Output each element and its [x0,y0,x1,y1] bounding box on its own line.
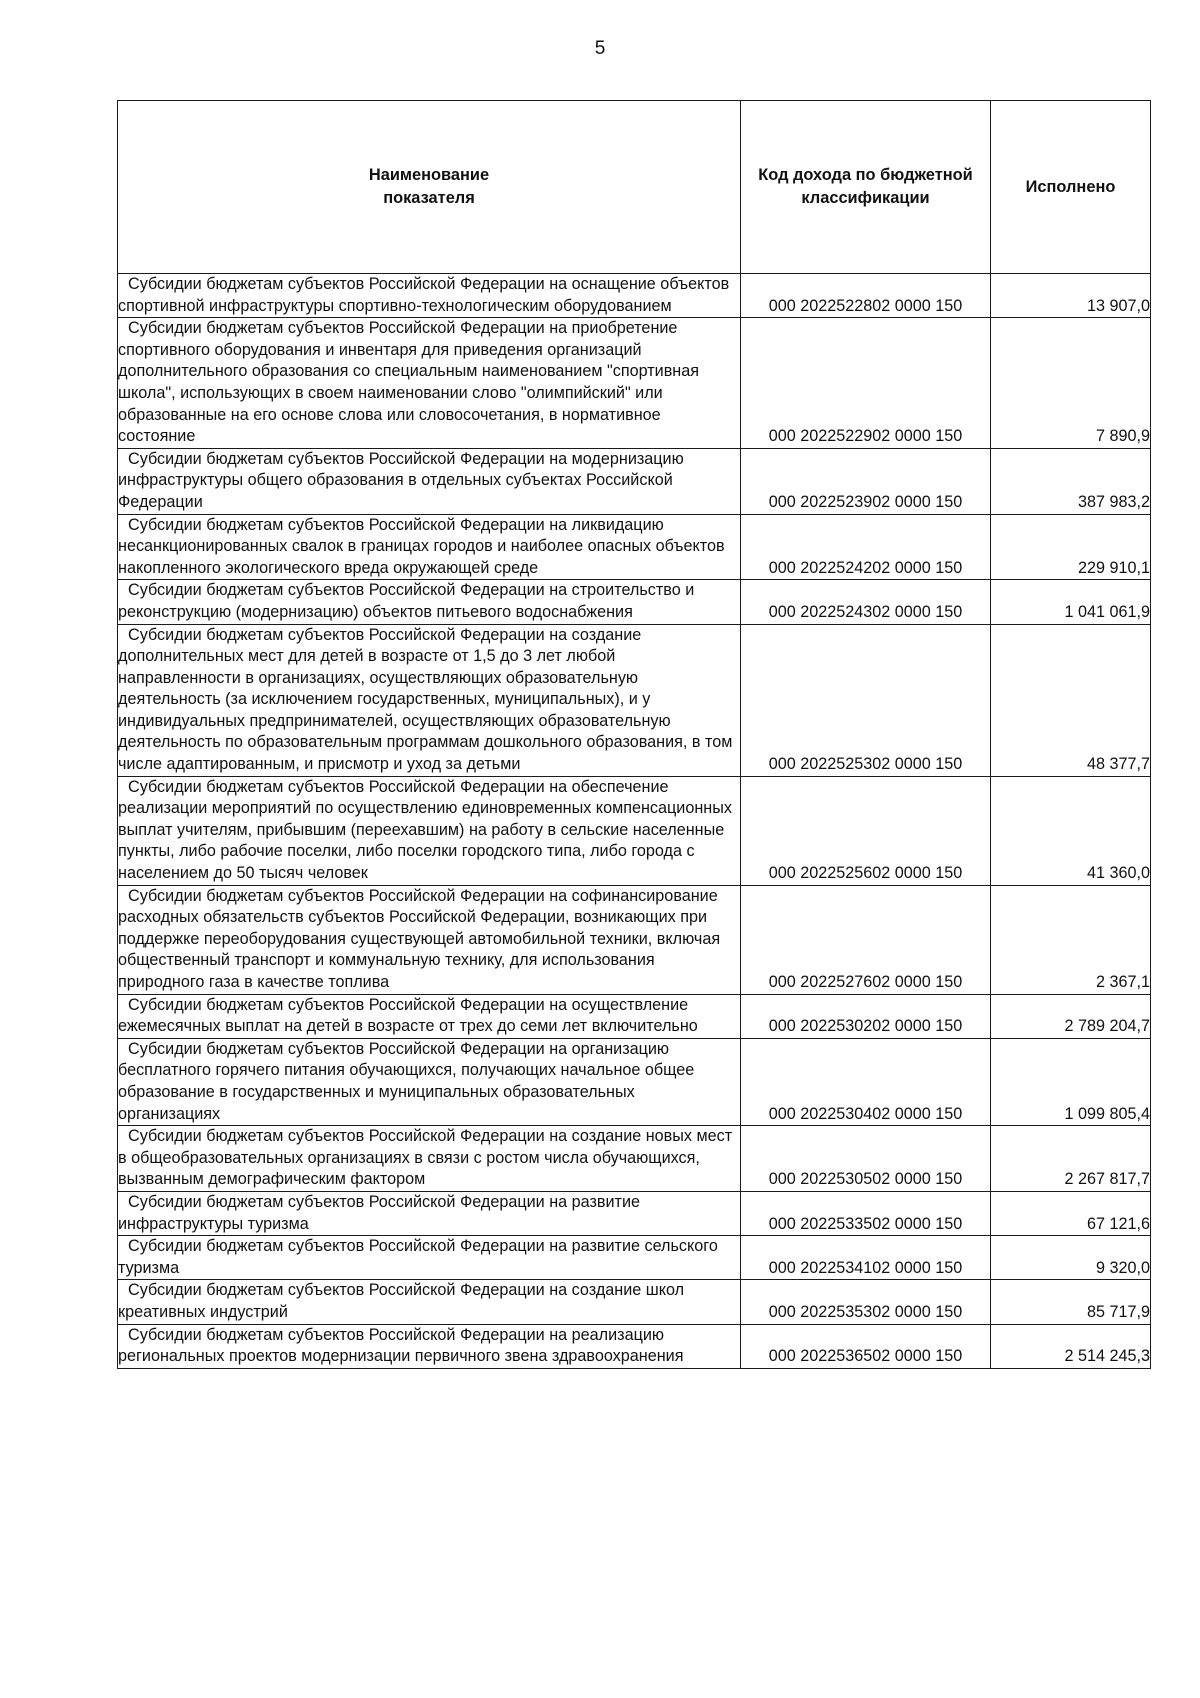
indicator-name: Субсидии бюджетам субъектов Российской Федерации на реализацию региональных проектов модернизации первичного звена здравоохранения [118,1325,684,1366]
revenue-code: 000 2022524302 0000 150 [741,580,991,624]
table-body [118,274,1151,1369]
executed-amount: 2 367,1 [991,885,1151,994]
indicator-name-cell [118,1126,741,1192]
indicator-name: Субсидии бюджетам субъектов Российской Федерации на модернизацию инфраструктуры общего образования в отдельных субъектах Российской Федерации [118,449,684,511]
indicator-name: Субсидии бюджетам субъектов Российской Федерации на софинансирование расходных обязательств субъектов Российской Федерации, возникающих при поддержке переоборудования существующей автомобильной техники, включая общественный транспорт и коммунальную технику, для использования природного газа в качестве топлива [118,886,721,991]
executed-amount: 2 514 245,3 [991,1324,1151,1368]
indicator-name: Субсидии бюджетам субъектов Российской Федерации на ликвидацию несанкционированных свалок в границах городов и наиболее опасных объектов накопленного экологического вреда окружающей среде [118,515,725,577]
page-number: 5 [594,38,606,59]
table-row [118,448,1151,514]
header-executed-text: Исполнено [1025,177,1116,196]
indicator-name-cell [118,624,741,776]
executed-amount: 1 099 805,4 [991,1038,1151,1125]
indicator-name-cell [118,1191,741,1235]
revenue-code: 000 2022525302 0000 150 [741,624,991,776]
indicator-name: Субсидии бюджетам субъектов Российской Федерации на создание новых мест в общеобразовательных организациях в связи с ростом числа обучающихся, вызванным демографическим фактором [118,1127,733,1189]
revenue-code: 000 2022530402 0000 150 [741,1038,991,1125]
revenue-code: 000 2022522902 0000 150 [741,318,991,449]
executed-amount: 7 890,9 [991,318,1151,449]
table-row [118,994,1151,1038]
executed-amount: 13 907,0 [991,274,1151,318]
table-row [118,1236,1151,1280]
executed-amount: 85 717,9 [991,1280,1151,1324]
indicator-name: Субсидии бюджетам субъектов Российской Федерации на обеспечение реализации мероприятий по осуществлению единовременных компенсационных выплат учителям, прибывшим (переехавшим) на работу в сельские населенные пункты, либо рабочие поселки, либо поселки городского типа, либо города с населением до 50 тысяч человек [118,777,732,883]
indicator-name: Субсидии бюджетам субъектов Российской Федерации на осуществление ежемесячных выплат на детей в возрасте от трех до семи лет включительно [118,995,698,1036]
table-row [118,885,1151,994]
header-indicator-name [118,101,741,274]
indicator-name-cell [118,448,741,514]
indicator-name-cell [118,885,741,994]
header-row [118,101,1151,274]
executed-amount: 1 041 061,9 [991,580,1151,624]
header-executed [991,101,1151,274]
indicator-name-cell [118,1236,741,1280]
indicator-name: Субсидии бюджетам субъектов Российской Федерации на организацию бесплатного горячего питания обучающихся, получающих начальное общее образование в государственных и муниципальных образовательных организациях [118,1039,695,1123]
revenue-code: 000 2022530202 0000 150 [741,994,991,1038]
table-row [118,1038,1151,1125]
header-revenue-code [741,101,991,274]
indicator-name: Субсидии бюджетам субъектов Российской Федерации на создание дополнительных мест для детей в возрасте от 1,5 до 3 лет любой направленности в организациях, осуществляющих образовательную деятельность (за исключением государственных, муниципальных), и у индивидуальных предпринимателей, осуществляющих образовательную деятельность по образовательным программам дошкольного образования, в том числе адаптированным, и присмотр и уход за детьми [118,625,733,774]
indicator-name: Субсидии бюджетам субъектов Российской Федерации на развитие инфраструктуры туризма [118,1192,640,1233]
executed-amount: 229 910,1 [991,514,1151,580]
executed-amount: 48 377,7 [991,624,1151,776]
table-header [118,101,1151,274]
executed-amount: 67 121,6 [991,1191,1151,1235]
table-row [118,1280,1151,1324]
executed-amount: 2 789 204,7 [991,994,1151,1038]
header-revenue-code-text: Код дохода по бюджетной классификации [758,166,973,207]
revenue-code: 000 2022533502 0000 150 [741,1191,991,1235]
revenue-code: 000 2022525602 0000 150 [741,776,991,885]
table-row [118,1324,1151,1368]
table-row [118,318,1151,449]
revenue-code: 000 2022522802 0000 150 [741,274,991,318]
revenue-code: 000 2022534102 0000 150 [741,1236,991,1280]
indicator-name-cell [118,580,741,624]
indicator-name: Субсидии бюджетам субъектов Российской Федерации на оснащение объектов спортивной инфраструктуры спортивно-технологическим оборудованием [118,275,730,315]
revenue-code: 000 2022530502 0000 150 [741,1126,991,1192]
revenue-code: 000 2022524202 0000 150 [741,514,991,580]
indicator-name-cell [118,318,741,449]
indicator-name: Субсидии бюджетам субъектов Российской Федерации на строительство и реконструкцию (модернизацию) объектов питьевого водоснабжения [118,581,695,621]
table-row [118,514,1151,580]
indicator-name: Субсидии бюджетам субъектов Российской Федерации на создание школ креативных индустрий [118,1281,685,1321]
revenue-code: 000 2022535302 0000 150 [741,1280,991,1324]
indicator-name-cell [118,514,741,580]
indicator-name-cell [118,994,741,1038]
revenue-table [117,100,1151,1369]
table-row [118,624,1151,776]
indicator-name: Субсидии бюджетам субъектов Российской Федерации на развитие сельского туризма [118,1237,718,1277]
table-row [118,274,1151,318]
table-row [118,776,1151,885]
indicator-name-cell [118,1038,741,1125]
indicator-name-cell [118,1280,741,1324]
indicator-name-cell [118,776,741,885]
executed-amount: 387 983,2 [991,448,1151,514]
revenue-code: 000 2022527602 0000 150 [741,885,991,994]
indicator-name-cell [118,1324,741,1368]
revenue-code: 000 2022523902 0000 150 [741,448,991,514]
executed-amount: 9 320,0 [991,1236,1151,1280]
table-row [118,580,1151,624]
revenue-code: 000 2022536502 0000 150 [741,1324,991,1368]
indicator-name-cell [118,274,741,318]
executed-amount: 41 360,0 [991,776,1151,885]
executed-amount: 2 267 817,7 [991,1126,1151,1192]
table-row [118,1191,1151,1235]
indicator-name: Субсидии бюджетам субъектов Российской Федерации на приобретение спортивного оборудования и инвентаря для приведения организаций дополнительного образования со специальным наименованием "спортивная школа", использующих в своем наименовании слово "олимпийский" или образованные на его основе слова или словосочетания, в нормативное состояние [118,319,700,446]
table-row [118,1126,1151,1192]
header-indicator-name-text: Наименование показателя [368,166,490,207]
